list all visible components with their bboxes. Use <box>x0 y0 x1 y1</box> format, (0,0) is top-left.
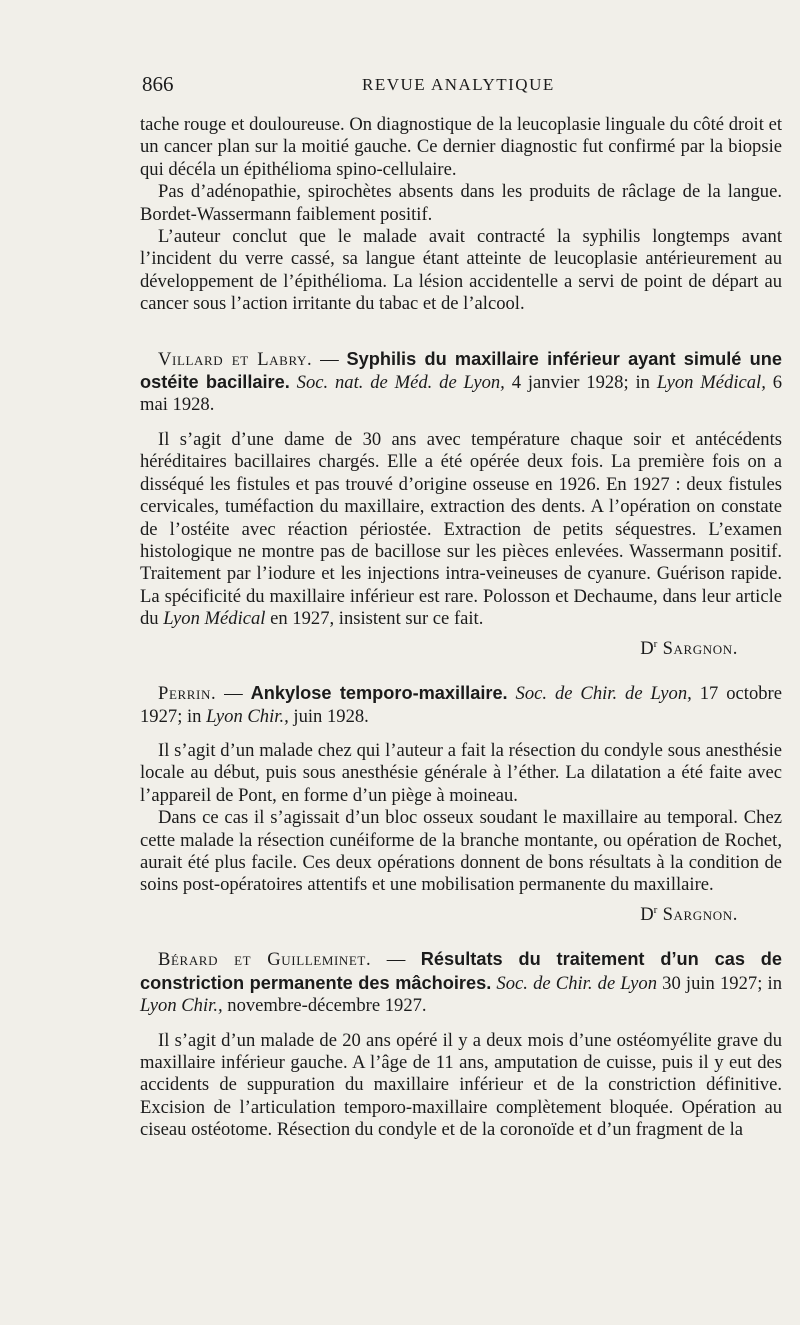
entry-heading-perrin <box>140 682 782 728</box>
entry-title: Résultats du traitement d’un cas de constriction permanente des mâchoires. <box>140 949 783 993</box>
entry-dash: — <box>371 949 421 971</box>
entry-journal: Lyon Chir., <box>206 705 289 727</box>
entry-source: Soc. de Chir. de Lyon <box>491 972 657 994</box>
entry-authors: Perrin. <box>158 683 217 705</box>
entry-journal-date: 6 mai 1928. <box>140 372 782 416</box>
entry-source: Soc. de Chir. de Lyon, <box>507 683 692 705</box>
page-header <box>142 72 782 102</box>
entry-authors: Bérard et Guilleminet. <box>158 949 372 971</box>
entry-source: Soc. nat. de Méd. de Lyon, <box>289 372 505 394</box>
entry-signature: $D^r$ Sargnon. <box>640 903 738 925</box>
entry-journal-date: juin 1928. <box>288 705 369 727</box>
entry-heading-berard <box>140 948 782 1017</box>
entry-body: Dans ce cas il s’agissait d’un bloc osseux soudant le maxillaire au temporal. Chez cette malade la résection cunéiforme de la branche montante, ou opération de Rochet, aurait été plus facile. Ces deux opérations donnent de bons résultats à la condition de soins post-opératoires attentifs et une mobilisation permanente du maxillaire. <box>140 807 782 896</box>
entry-body: Il s’agit d’un malade de 20 ans opéré il y a deux mois d’une ostéomyélite grave du maxillaire inférieur gauche. A l’âge de 11 ans, amputation de cuisse, puis il y eut des accidents de suppuration du maxillaire inférieur et de la constriction définitive. Excision de l’articulation temporo-maxillaire complètement bloquée. Opération au ciseau ostéotome. Résection du condyle et de la coronoïde et d’un fragment de la <box>140 1029 782 1141</box>
entry-date: 17 octobre 1927; in <box>140 683 783 727</box>
entry-dash: — <box>216 683 251 705</box>
entry-authors: Villard et Labry. <box>158 348 313 370</box>
running-head: REVUE ANALYTIQUE <box>362 75 555 94</box>
entry-title: Syphilis du maxillaire inférieur ayant simulé une ostéite bacillaire. <box>140 348 782 393</box>
page-content <box>140 114 782 1142</box>
entry-body: Il s’agit d’une dame de 30 ans avec température chaque soir et antécédents héréditaires bacillaires chargés. Elle a été opérée deux fois. La première fois on a disséqué les fistules et pas trouvé d’origine osseuse en 1926. En 1927 : deux fistules cervicales, tuméfaction du maxillaire, extraction des dents. A l’opération on constate de l’ostéite avec réaction périostée. Extraction de petits séquestres. L’examen histologique ne montre pas de bacillose sur les pièces enlevées. Wassermann positif. Traitement par l’iodure et les injections intra-veineuses de cyanure. Guérison rapide. La spécificité du maxillaire inférieur est rare. Polosson et Dechaume, dans leur article du Lyon Médical en 1927, insistent sur ce fait. <box>140 428 782 630</box>
entry-body: Il s’agit d’un malade chez qui l’auteur a fait la résection du condyle sous anesthésie locale au début, puis sous anesthésie générale à l’éther. La dilatation a été faite avec l’appareil de Pont, en forme d’un piège à moineau. <box>140 739 782 806</box>
entry-dash: — <box>312 348 347 370</box>
entry-heading-villard <box>140 348 782 417</box>
entry-journal: Lyon Chir., <box>140 995 223 1017</box>
paragraph: Pas d’adénopathie, spirochètes absents dans les produits de râclage de la langue. Bordet-Wassermann faiblement positif. <box>140 181 782 225</box>
entry-signature: $D^r$ Sargnon. <box>640 637 738 659</box>
entry-date: 30 juin 1927; in <box>657 972 782 994</box>
entry-journal: Lyon Médical, <box>656 372 766 394</box>
paragraph: L’auteur conclut que le malade avait contracté la syphilis longtemps avant l’incident du verre cassé, sa langue étant atteinte de leucoplasie antérieurement au développement de l’épithélioma. La lésion accidentelle a servi de point de départ au cancer sous l’action irritante du tabac et de l’alcool. <box>140 226 782 315</box>
entry-journal-date: novembre-décembre 1927. <box>222 995 427 1017</box>
page-number: 866 <box>142 72 174 96</box>
paragraph-continued: tache rouge et douloureuse. On diagnostique de la leucoplasie linguale du côté droit et un cancer plan sur la moitié gauche. Ce dernier diagnostic fut confirmé par la biopsie qui décéla un épithélioma spino-cellulaire. <box>140 114 782 180</box>
entry-title: Ankylose temporo-maxillaire. <box>250 683 508 704</box>
entry-date: 4 janvier 1928; in <box>504 372 657 394</box>
